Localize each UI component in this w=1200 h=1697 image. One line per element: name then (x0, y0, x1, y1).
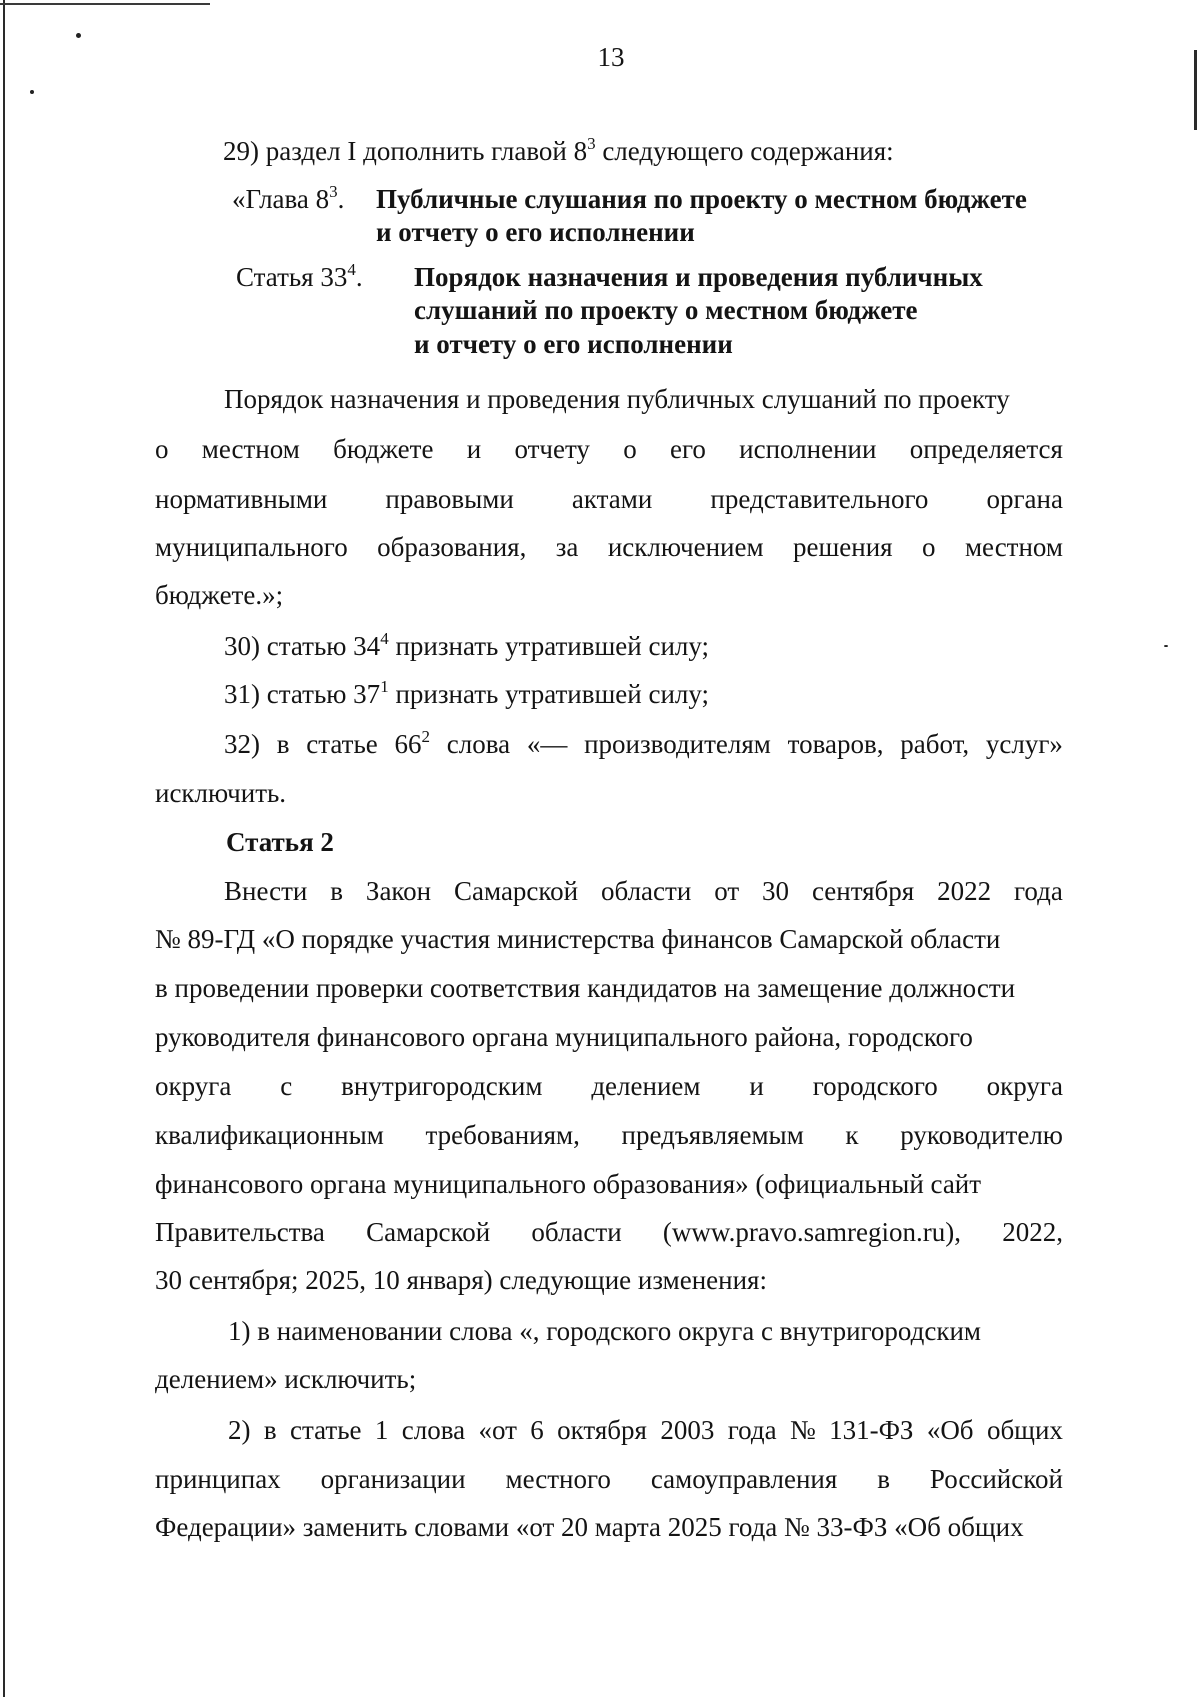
change-1-line-2: делением» исключить; (155, 1364, 417, 1394)
word: предъявляемым (621, 1120, 804, 1150)
word: органа (986, 484, 1063, 514)
word: общих (986, 1415, 1063, 1445)
word: округа (986, 1071, 1063, 1101)
word: за (555, 532, 579, 562)
word: «Об (926, 1415, 974, 1445)
word: Самарской (366, 1217, 491, 1247)
article-2-line-7: финансового органа муниципального образования» (официальный сайт (155, 1169, 982, 1199)
word: Закон (365, 876, 432, 906)
article-2-line-1 (224, 878, 1063, 905)
word: «от (478, 1415, 517, 1445)
word: (www.pravo.samregion.ru), (662, 1217, 962, 1247)
article-2-line-8 (155, 1219, 1063, 1246)
order-paragraph-line-5: бюджете.»; (155, 580, 284, 610)
order-paragraph-line-1: Порядок назначения и проведения публичных слушаний по проекту (224, 384, 1010, 414)
word: решения (793, 532, 893, 562)
word: исключением (607, 532, 764, 562)
word: года (1014, 876, 1063, 906)
order-paragraph-line-3 (155, 486, 1063, 513)
word: организации (320, 1464, 466, 1494)
change-2-line-1 (228, 1417, 1063, 1444)
article-2-line-9: 30 сентября; 2025, 10 января) следующие изменения: (155, 1265, 767, 1295)
item-31: 31) статью $37^1$ признать утратившей силу; (224, 677, 710, 709)
word: 1 (374, 1415, 389, 1445)
word: о (623, 434, 637, 464)
word: и (749, 1071, 764, 1101)
scan-speck (30, 90, 34, 94)
article-2-line-6 (155, 1122, 1063, 1149)
word: Самарской (454, 876, 579, 906)
word: Внести (224, 876, 308, 906)
word: правовыми (385, 484, 514, 514)
order-paragraph-line-4 (155, 534, 1063, 561)
word: в (330, 876, 344, 906)
article-2-line-4: руководителя финансового органа муниципального района, городского (155, 1022, 973, 1052)
page-number: 13 (597, 42, 625, 72)
word: 131-ФЗ (829, 1415, 914, 1445)
change-2-line-2 (155, 1466, 1063, 1493)
word: 2) (228, 1415, 251, 1445)
word: и (466, 434, 482, 464)
word: внутригородским (341, 1071, 543, 1101)
word: области (531, 1217, 622, 1247)
item-32-line-2: исключить. (155, 778, 287, 808)
word: местного (505, 1464, 611, 1494)
word: слова (446, 729, 511, 759)
word: услуг» (985, 729, 1063, 759)
word: руководителю (900, 1120, 1063, 1150)
word: исполнении (739, 434, 877, 464)
change-2-line-3: Федерации» заменить словами «от 20 марта 2025 года № 33-ФЗ «Об общих (155, 1512, 1024, 1542)
order-paragraph-line-2 (155, 436, 1063, 463)
item-30: 30) статью $34^4$ признать утратившей силу; (224, 629, 710, 661)
article-33-4-title-line-1: Порядок назначения и проведения публичных (414, 262, 983, 292)
word: местном (964, 532, 1063, 562)
word: работ, (900, 729, 970, 759)
word: области (601, 876, 692, 906)
article-2-line-5 (155, 1073, 1063, 1100)
article-2-heading: Статья 2 (226, 827, 334, 857)
word: нормативными (155, 484, 328, 514)
word: определяется (909, 434, 1063, 464)
word: $66^2$ (394, 727, 430, 759)
chapter-title-line-1: Публичные слушания по проекту о местном бюджете (376, 184, 1027, 214)
word: самоуправления (650, 1464, 838, 1494)
word: квалификационным (155, 1120, 384, 1150)
word: статье (306, 729, 378, 759)
word: 32) (224, 729, 260, 759)
word: отчету (514, 434, 590, 464)
word: с (280, 1071, 293, 1101)
word: муниципального (155, 532, 348, 562)
article-33-4-label: Статья $33^4$. (236, 260, 363, 292)
word: от (714, 876, 740, 906)
item-32-line-1 (224, 727, 1063, 759)
scan-speck (1164, 645, 1168, 647)
word: в (263, 1415, 277, 1445)
word: Правительства (155, 1217, 325, 1247)
word: актами (571, 484, 653, 514)
chapter-label: «Глава $8^3$. (232, 182, 345, 214)
word: о (922, 532, 936, 562)
word: статье (290, 1415, 362, 1445)
word: требованиям, (425, 1120, 580, 1150)
article-2-line-2: № 89-ГД «О порядке участия министерства финансов Самарской области (155, 924, 1001, 954)
scan-speck (76, 33, 81, 38)
word: товаров, (787, 729, 884, 759)
word: 6 (530, 1415, 544, 1445)
word: его (669, 434, 706, 464)
word: «— (526, 729, 568, 759)
word: местном (201, 434, 300, 464)
word: производителям (584, 729, 771, 759)
chapter-title-line-2: и отчету о его исполнении (376, 217, 695, 247)
word: делением (591, 1071, 701, 1101)
word: года (727, 1415, 777, 1445)
word: 30 (762, 876, 790, 906)
item-29: 29) раздел I дополнить главой $8^3$ следующего содержания: (223, 134, 894, 166)
word: принципах (155, 1464, 281, 1494)
word: в (877, 1464, 890, 1494)
word: в (276, 729, 290, 759)
word: о (155, 434, 169, 464)
article-33-4-title-line-2: слушаний по проекту о местном бюджете (414, 295, 918, 325)
article-2-line-3: в проведении проверки соответствия кандидатов на замещение должности (155, 973, 1016, 1003)
word: представительного (710, 484, 929, 514)
word: к (845, 1120, 859, 1150)
scan-edge-top (0, 3, 210, 5)
scan-edge-left (3, 0, 5, 1697)
word: 2022, (1002, 1217, 1063, 1247)
word: образования, (377, 532, 527, 562)
word: № (789, 1415, 816, 1445)
word: 2022 (937, 876, 992, 906)
word: слова (401, 1415, 466, 1445)
word: сентября (811, 876, 915, 906)
article-33-4-title-line-3: и отчету о его исполнении (414, 329, 733, 359)
word: 2003 (660, 1415, 715, 1445)
word: Российской (929, 1464, 1063, 1494)
word: бюджете (333, 434, 434, 464)
change-1-line-1: 1) в наименовании слова «, городского округа с внутригородским (228, 1316, 982, 1346)
word: городского (812, 1071, 938, 1101)
word: октября (557, 1415, 647, 1445)
word: округа (155, 1071, 232, 1101)
